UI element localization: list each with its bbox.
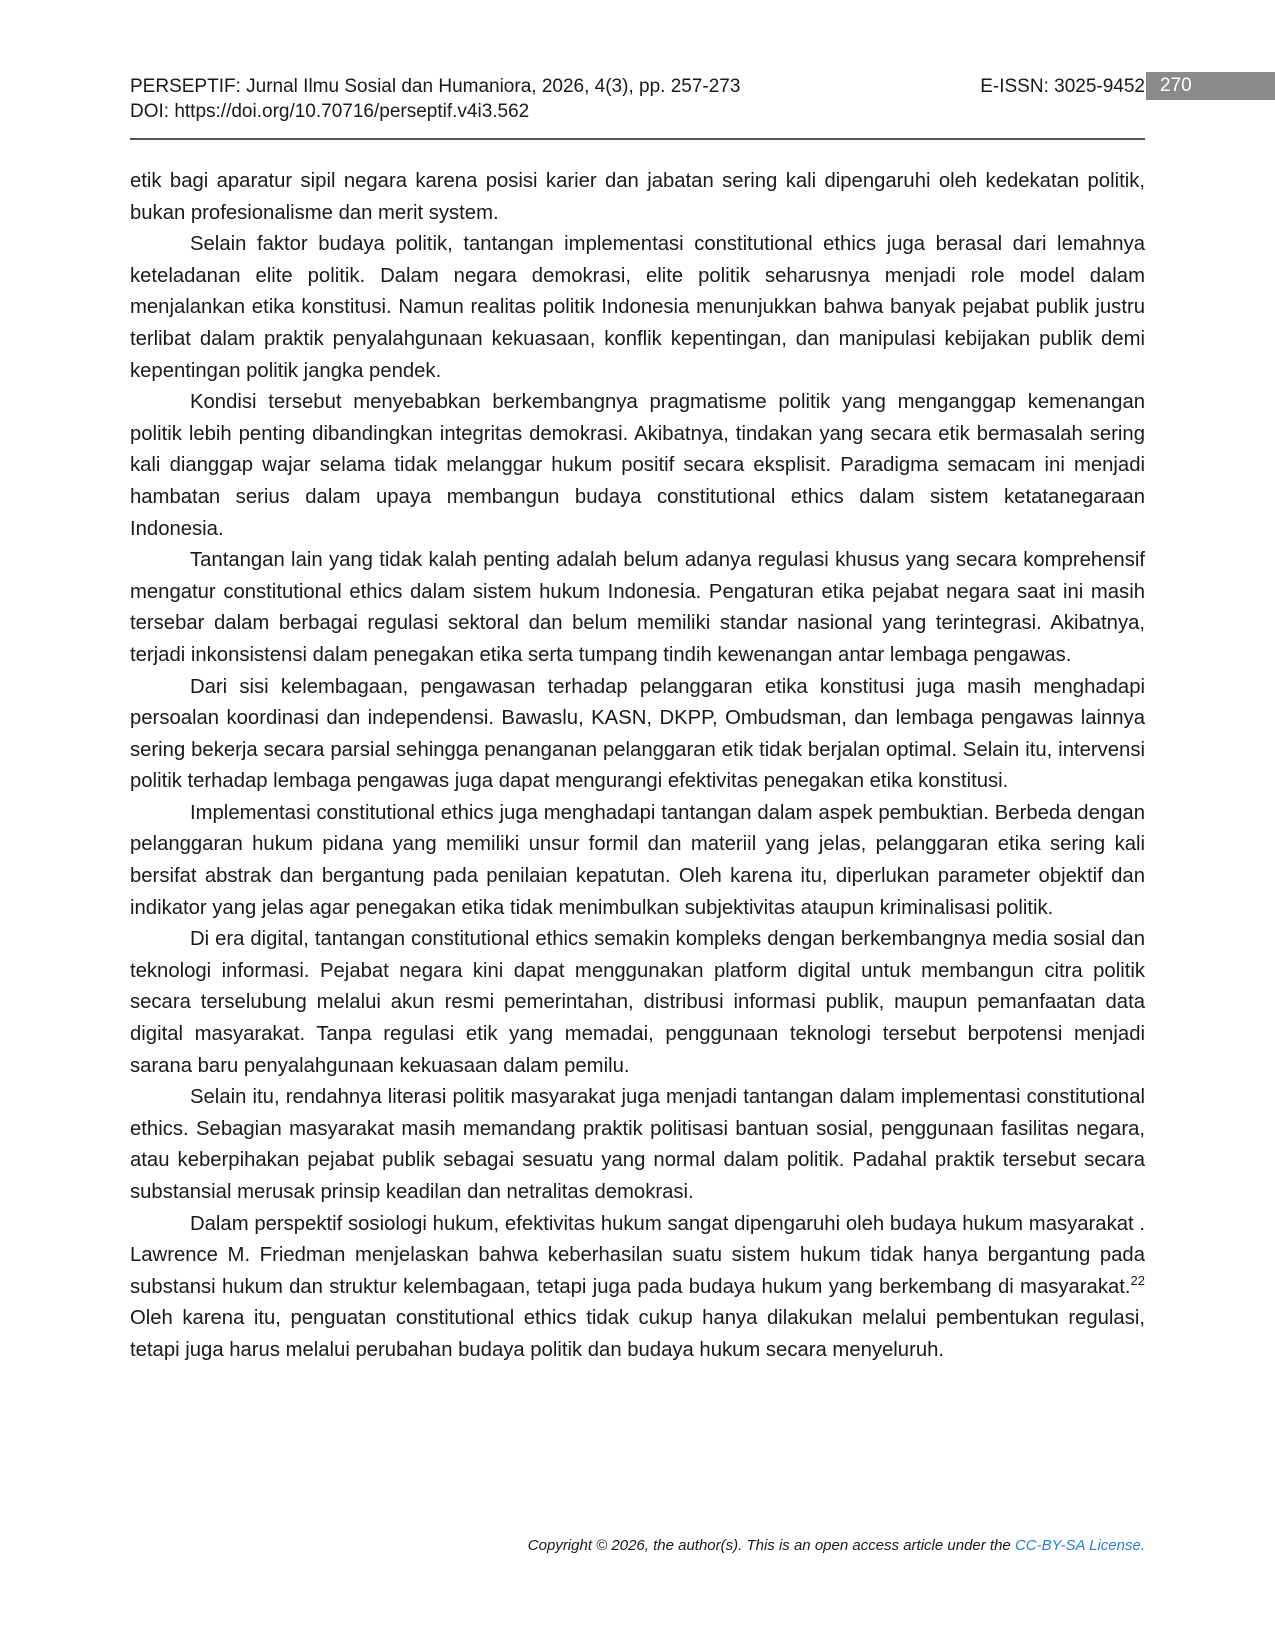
doi[interactable]: DOI: https://doi.org/10.70716/perseptif.v4i3.562: [130, 101, 530, 122]
header-divider: [130, 138, 1145, 140]
issn: E-ISSN: 3025-9452: [980, 76, 1145, 97]
copyright-text: Copyright © 2026, the author(s). This is an open access article under the: [527, 1537, 1015, 1554]
paragraph-9-text-a: Dalam perspektif sosiologi hukum, efektivitas hukum sangat dipengaruhi oleh budaya hukum masyarakat . Lawrence M. Friedman menjelaskan bahwa keberhasilan suatu sistem hukum tidak hanya bergantung pada substansi hukum dan struktur kelembagaan, tetapi juga pada budaya hukum yang berkembang di masyarakat.: [130, 1212, 1145, 1298]
paragraph-8: Selain itu, rendahnya literasi politik masyarakat juga menjadi tantangan dalam implementasi constitutional ethics. Sebagian masyarakat masih memandang praktik politisasi bantuan sosial, penggunaan fasilitas negara, atau keberpihakan pejabat publik sebagai sesuatu yang normal dalam politik. Padahal praktik tersebut secara substansial merusak prinsip keadilan dan netralitas demokrasi.: [130, 1086, 1145, 1203]
paragraph-3: Kondisi tersebut menyebabkan berkembangnya pragmatisme politik yang menganggap kemenangan politik lebih penting dibandingkan integritas demokrasi. Akibatnya, tindakan yang secara etik bermasalah sering kali dianggap wajar selama tidak melanggar hukum positif secara eksplisit. Paradigma semacam ini menjadi hambatan serius dalam upaya membangun budaya constitutional ethics dalam sistem ketatanegaraan Indonesia.: [130, 391, 1145, 540]
article-body: [130, 166, 1145, 1367]
paragraph-4: Tantangan lain yang tidak kalah penting adalah belum adanya regulasi khusus yang secara komprehensif mengatur constitutional ethics dalam sistem hukum Indonesia. Pengaturan etika pejabat negara saat ini masih tersebar dalam berbagai regulasi sektoral dan belum memiliki standar nasional yang terintegrasi. Akibatnya, terjadi inkonsistensi dalam penegakan etika serta tumpang tindih kewenangan antar lembaga pengawas.: [130, 549, 1145, 666]
page-number: 270: [1146, 72, 1275, 100]
paragraph-2: Selain faktor budaya politik, tantangan implementasi constitutional ethics juga berasal dari lemahnya keteladanan elite politik. Dalam negara demokrasi, elite politik seharusnya menjadi role model dalam menjalankan etika konstitusi. Namun realitas politik Indonesia menunjukkan bahwa banyak pejabat publik justru terlibat dalam praktik penyalahgunaan kekuasaan, konflik kepentingan, dan manipulasi kebijakan publik demi kepentingan politik jangka pendek.: [130, 233, 1145, 382]
journal-citation: PERSEPTIF: Jurnal Ilmu Sosial dan Humaniora, 2026, 4(3), pp. 257-273: [130, 76, 741, 97]
paragraph-9: [130, 1209, 1145, 1367]
license-link[interactable]: CC-BY-SA License.: [1014, 1537, 1145, 1554]
paragraph-5: Dari sisi kelembagaan, pengawasan terhadap pelanggaran etika konstitusi juga masih menghadapi persoalan koordinasi dan independensi. Bawaslu, KASN, DKPP, Ombudsman, dan lembaga pengawas lainnya sering bekerja secara parsial sehingga penanganan pelanggaran etik tidak berjalan optimal. Selain itu, intervensi politik terhadap lembaga pengawas juga dapat mengurangi efektivitas penegakan etika konstitusi.: [130, 675, 1145, 793]
running-header: [130, 74, 1145, 124]
header-top-row: [130, 74, 1145, 99]
footnote-reference[interactable]: 22: [1130, 1273, 1145, 1289]
paragraph-1: etik bagi aparatur sipil negara karena posisi karier dan jabatan sering kali dipengaruhi oleh kedekatan politik, bukan profesionalisme dan merit system.: [130, 170, 1145, 224]
paragraph-9-text-b: Oleh karena itu, penguatan constitutional ethics tidak cukup hanya dilakukan melalui pembentukan regulasi, tetapi juga harus melalui perubahan budaya politik dan budaya hukum secara menyeluruh.: [130, 1307, 1145, 1361]
copyright-footer: [528, 1537, 1145, 1554]
paragraph-6: Implementasi constitutional ethics juga menghadapi tantangan dalam aspek pembuktian. Berbeda dengan pelanggaran hukum pidana yang memiliki unsur formil dan materiil yang jelas, pelanggaran etika sering kali bersifat abstrak dan bergantung pada penilaian kepatutan. Oleh karena itu, diperlukan parameter objektif dan indikator yang jelas agar penegakan etika tidak menimbulkan subjektivitas ataupun kriminalisasi politik.: [130, 801, 1145, 919]
paragraph-7: Di era digital, tantangan constitutional ethics semakin kompleks dengan berkembangnya media sosial dan teknologi informasi. Pejabat negara kini dapat menggunakan platform digital untuk membangun citra politik secara terselubung melalui akun resmi pemerintahan, distribusi informasi publik, maupun pemanfaatan data digital masyarakat. Tanpa regulasi etik yang memadai, penggunaan teknologi tersebut berpotensi menjadi sarana baru penyalahgunaan kekuasaan dalam pemilu.: [130, 928, 1145, 1077]
